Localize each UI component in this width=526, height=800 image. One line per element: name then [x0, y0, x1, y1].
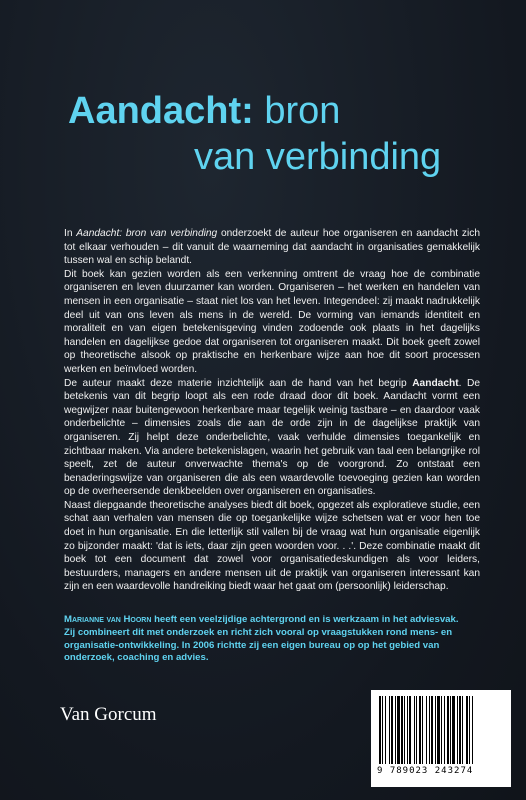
barcode-bar: [466, 696, 468, 764]
p1-rest: onderzoekt de auteur hoe organiseren en aandacht zich tot elkaar verhouden – dit vanuit de waarneming dat aandacht in organisaties gemakkelijk tussen wal en schip belandt.: [64, 228, 480, 267]
paragraph-4: Naast diepgaande theoretische analyses biedt dit boek, opgezet als exploratieve studie, een schat aan verhalen van mensen die op toegankelijke wijze schetsen wat er voor hen toe doet in hun organisatie. En die letterlijk stil vallen bij de vraag wat hun organisatie eigenlijk zo bijzonder maakt: 'dat is iets, daar zijn geen woorden voor. . .'. Deze combinatie maakt dit boek tot een document dat zowel voor organisatiedeskundigen als voor leiders, bestuurders, managers en andere mensen uit de praktijk van organiseren interessant kan zijn en een waardevolle handreiking biedt waar het gaat om (persoonlijk) leiderschap.: [64, 499, 480, 593]
barcode: [371, 690, 511, 787]
barcode-bar: [437, 696, 440, 764]
paragraph-3: [64, 377, 480, 499]
barcode-bar: [391, 696, 393, 764]
barcode-bar: [407, 696, 408, 764]
barcode-bar: [457, 696, 458, 764]
barcode-bar: [472, 696, 473, 764]
barcode-bar: [382, 696, 383, 764]
barcode-bar: [414, 696, 415, 764]
barcode-bar: [459, 696, 461, 764]
barcode-bar: [419, 696, 421, 764]
title-line-1: [66, 88, 486, 134]
barcode-bar: [395, 696, 396, 764]
barcode-bar: [462, 696, 463, 764]
p1-italic-title: Aandacht: bron van verbinding: [76, 228, 218, 239]
bio-line-2: Zij combineert dit met onderzoek en richt zich vooral op vraagstukken rond mens- en organisatie-ontwikkeling. In 2006 richtte zij een eigen bureau op op het gebied van onderzoek, coaching en advies.: [64, 626, 453, 664]
paragraph-1: [64, 227, 480, 268]
barcode-bar: [409, 696, 411, 764]
title-line-2: van verbinding: [194, 136, 442, 178]
barcode-bar: [429, 696, 430, 764]
barcode-bar: [385, 696, 386, 764]
barcode-bar: [401, 696, 403, 764]
p3-bold-term: Aandacht: [412, 377, 459, 389]
barcode-bar: [389, 696, 390, 764]
bio-line-1: [64, 614, 484, 627]
barcode-bar: [426, 696, 427, 764]
p3-a: De auteur maakt deze materie inzichtelijk aan de hand van het begrip: [64, 377, 413, 389]
barcode-bar: [422, 696, 423, 764]
barcode-bar: [450, 696, 451, 764]
author-bio: [64, 614, 484, 665]
barcode-bar: [469, 696, 470, 764]
barcode-bar: [441, 696, 442, 764]
barcode-bar: [416, 696, 417, 764]
barcode-bar: [452, 696, 455, 764]
barcode-bar: [379, 696, 381, 764]
p3-b: . De betekenis van dit begrip loopt als een rode draad door dit boek. Aandacht vormt een wegwijzer naar buitengewoon herkenbare maar tegelijk weinig tastbare – en daardoor vaak onderbelichte – dimensies zoals die aan de orde zijn in de dagelijkse praktijk van organiseren. Zij helpt deze onderbelichte, vaak verhulde dimensies toegankelijk en zichtbaar maken. Via andere betekenislagen, waarin het gebruik van taal een belangrijke rol speelt, zet de auteur onverwachte thema's op de voorgrond. Zo ontstaat een benaderingswijze van organiseren die als een waardevolle toevoeging gezien kan worden op de overheersende denkbeelden over organiseren en organisaties.: [64, 377, 480, 498]
p1-intro: In: [64, 228, 77, 239]
paragraph-2: Dit boek kan gezien worden als een verkenning omtrent de vraag hoe de combinatie organiseren en leven duurzamer kan worden. Organiseren – het werken en handelen van mensen in een organisatie – staat niet los van het leven. Integendeel: zij maakt nadrukkelijk deel uit van ons leven als mens in de wereld. De vorming van iemands identiteit en moraliteit en van eigen betekenisgeving vinden zodoende ook plaats in het dagelijks handelen en dagelijkse gedoe dat organiseren tot organiseren maakt. Dit boek geeft zowel op theoretische alsook op praktische en herkenbare wijze aan hoe dit soort processen werken en beïnvloed worden.: [64, 268, 480, 375]
barcode-bar: [397, 696, 400, 764]
barcode-bar: [404, 696, 405, 764]
barcode-bar: [431, 696, 433, 764]
barcode-bars: [377, 696, 505, 766]
barcode-bar: [444, 696, 445, 764]
book-title: [66, 88, 486, 180]
barcode-bar: [435, 696, 436, 764]
blurb-text: [64, 227, 480, 594]
title-bold: Aandacht:: [68, 90, 254, 132]
author-name: Marianne van Hoorn: [64, 614, 152, 625]
title-rest: bron: [253, 90, 341, 132]
isbn-number: 9 789023 243274: [377, 766, 474, 776]
publisher-logo: Van Gorcum: [60, 704, 157, 725]
bio-line-1-rest: heeft een veelzijdige achtergrond en is werkzaam in het adviesvak.: [151, 614, 459, 625]
barcode-bar: [447, 696, 449, 764]
